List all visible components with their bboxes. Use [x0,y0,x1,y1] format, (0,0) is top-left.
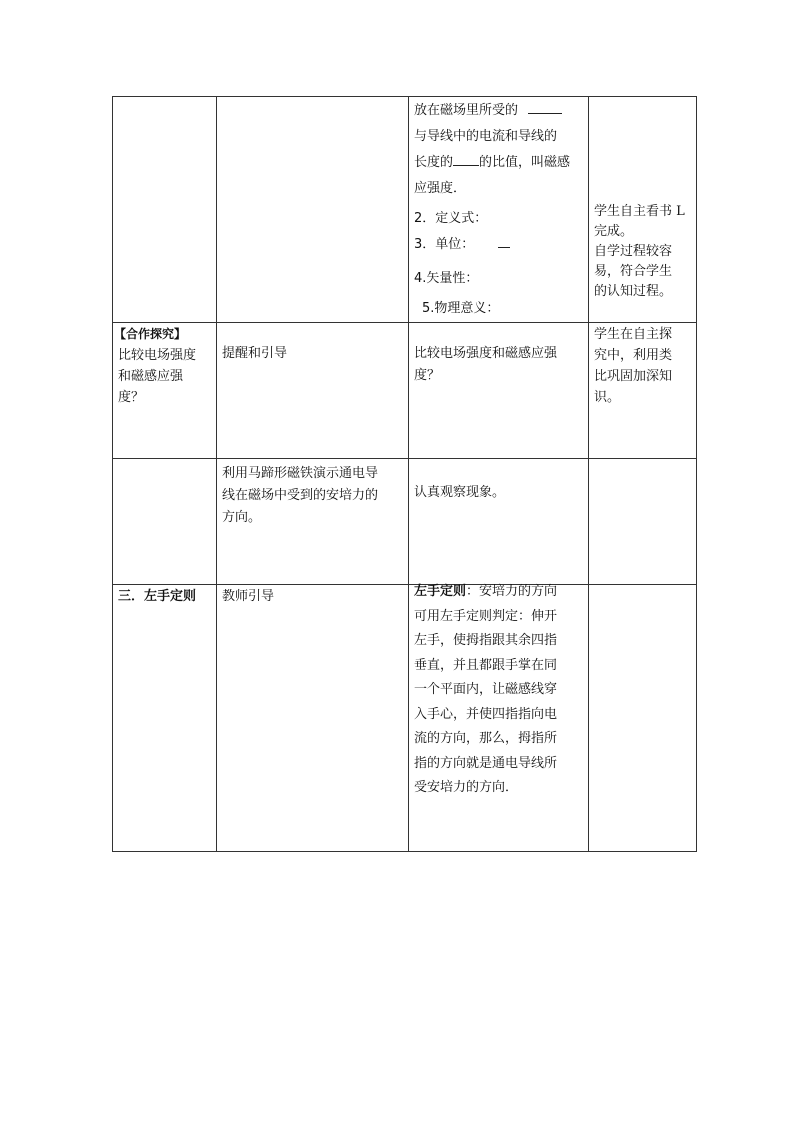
row2-note-line2: 究中，利用类 [594,348,673,363]
row3-teacher-cell [222,463,406,529]
row3-student-line1: 认真观察现象。 [414,485,506,500]
row2-topic-title: 【合作探究】 [114,327,187,341]
table-divider-col2 [216,96,217,852]
row4-rule-line6: 入手心，并使四指指向电 [414,706,558,722]
row2-topic-line3: 度？ [118,390,145,405]
row1-item-3-text: 3．单位： [414,237,475,252]
row2-note-line3: 比巩固加深知 [594,369,673,384]
left-hand-rule-term: 左手定则 [414,584,467,599]
row3-teacher-line2: 线在磁场中受到的安培力的 [222,488,379,503]
row4-topic-cell [118,586,214,608]
row1-line3-pre: 长度的 [414,155,454,170]
row4-rule-line1 [414,580,586,605]
fill-blank-2 [453,151,479,166]
row1-line1-text: 放在磁场里所受的 [414,103,519,118]
row1-definition-cell [414,98,586,322]
row1-item-3 [414,232,586,258]
row4-rule-line2: 可用左手定则判定：伸开 [414,608,558,624]
row1-item-2: 2．定义式： [414,211,488,226]
row2-student-cell [414,343,586,387]
row2-note-line1: 学生在自主探 [594,327,673,342]
row3-student-cell [414,482,586,503]
row2-teacher-cell [222,343,406,364]
row2-topic-line2: 和磁感应强 [118,369,184,384]
row1-note-line1-text: 学生自主看书 [594,204,673,219]
table-border-right [696,96,697,852]
row1-note-line3: 自学过程较容 [594,244,673,259]
row1-line4: 应强度． [414,181,467,196]
row1-note-mark: L [676,204,685,219]
row1-note-line2: 完成。 [594,224,634,239]
row1-line3 [414,150,586,176]
row2-student-line2: 度？ [414,368,441,383]
row4-rule-line7: 流的方向，那么，拇指所 [414,731,558,746]
row4-rule-line4: 垂直，并且都跟手掌在同 [414,657,558,673]
table-divider-col3 [408,96,409,852]
row1-line2: 与导线中的电流和导线的 [414,129,558,144]
row1-student-note-cell [594,202,694,302]
table-border-left [112,96,113,852]
row1-item-5: 5.物理意义： [422,301,500,316]
row2-topic-line1: 比较电场强度 [118,348,197,363]
row4-rule-line3: 左手，使拇指跟其余四指 [414,633,558,648]
row4-topic-title: 三．左手定则 [118,589,197,604]
unit-dash [498,240,510,248]
table-border-top [112,96,697,97]
row2-teacher-line1: 提醒和引导 [222,346,288,361]
row3-teacher-line1: 利用马蹄形磁铁演示通电导 [222,466,379,481]
table-row-divider-3 [112,584,697,585]
row1-note-line4: 易，符合学生 [594,264,673,279]
row1-line1 [414,98,586,124]
row4-rule-line5: 一个平面内，让磁感线穿 [414,682,558,697]
row1-line3-post: 的比值，叫磁感 [479,155,571,170]
table-row-divider-1 [112,322,697,323]
row1-note-line5: 的认知过程。 [594,284,673,299]
row2-note-cell [594,324,694,408]
row2-topic-cell [114,324,214,408]
row4-teacher-line1: 教师引导 [222,589,275,604]
fill-blank-1 [528,99,562,114]
row2-student-line1: 比较电场强度和磁感应强 [414,346,558,361]
row4-rule-line9: 受安培力的方向． [414,780,519,795]
table-border-bottom [112,851,697,852]
table-row-divider-2 [112,458,697,459]
row1-note-line1 [594,202,694,222]
row4-rule-line1-text: ：安培力的方向 [466,584,558,599]
row3-teacher-line3: 方向。 [222,510,262,525]
row4-rule-cell [414,580,586,801]
table-divider-col4 [588,96,589,852]
row4-teacher-cell [222,586,406,608]
row1-item-4: 4.矢量性： [414,271,479,286]
row4-rule-line8: 指的方向就是通电导线所 [414,755,558,771]
row2-note-line4: 识。 [594,390,621,405]
